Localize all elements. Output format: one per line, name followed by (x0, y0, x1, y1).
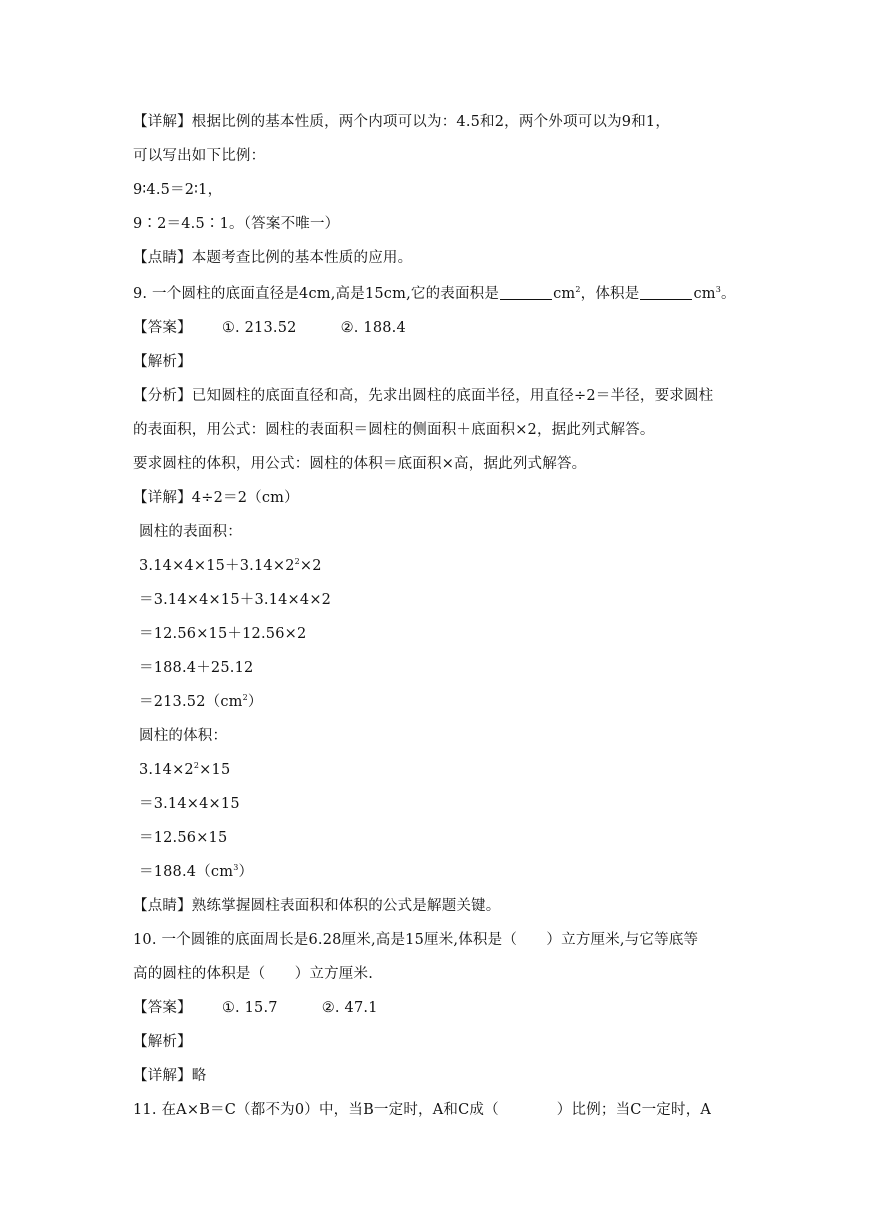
superscript: 3 (233, 863, 239, 872)
calc-line (139, 760, 230, 780)
answer-blank (500, 285, 552, 300)
calc-line: ＝3.14×4×15 (139, 796, 240, 812)
calc-line: ＝12.56×15 (139, 830, 228, 846)
superscript: 2 (242, 693, 248, 702)
question-text: ，体积是 (580, 286, 640, 302)
calc-text: ） (247, 694, 263, 710)
answer-line (133, 998, 378, 1018)
superscript: 2 (575, 285, 581, 294)
calc-line (139, 692, 263, 712)
answer-value: ①. 15.7 (221, 1000, 278, 1016)
detail-line: 【详解】根据比例的基本性质，两个内项可以为：4.5和2，两个外项可以为9和1， (133, 114, 671, 130)
question-9 (133, 284, 736, 304)
calc-title: 圆柱的表面积： (139, 524, 242, 540)
proportion-line: 9∶2＝4.5∶1。（答案不唯一） (133, 216, 340, 232)
unit: cm (693, 286, 716, 302)
question-text: ）比例；当C一定时，A (556, 1102, 712, 1118)
answer-value: ②. 47.1 (321, 1000, 378, 1016)
question-10-line: 高的圆柱的体积是（ ）立方厘米. (133, 966, 374, 982)
calc-text: ×2 (299, 558, 322, 574)
calc-line (139, 556, 322, 576)
proportion-line: 9∶4.5＝2∶1， (133, 182, 223, 198)
calc-text: 3.14×4×15＋3.14×2 (139, 558, 295, 574)
text-line: 可以写出如下比例： (133, 148, 266, 164)
answer-label: 【答案】 (133, 1000, 192, 1016)
question-10-line: 10. 一个圆锥的底面周长是6.28厘米,高是15厘米,体积是（ ）立方厘米,与它等底等 (133, 932, 699, 948)
analysis-line: 【分析】已知圆柱的底面直径和高，先求出圆柱的底面半径，用直径÷2＝半径，要求圆柱 (133, 388, 714, 404)
calc-text: ＝188.4（cm (139, 864, 234, 880)
answer-value: ①. 213.52 (221, 320, 297, 336)
question-11-line (133, 1100, 711, 1120)
question-text: 。 (721, 286, 736, 302)
answer-label: 【答案】 (133, 320, 192, 336)
analysis-heading: 【解析】 (133, 1034, 192, 1050)
calc-text: ） (238, 864, 254, 880)
question-text: 11. 在A×B＝C（都不为0）中，当B一定时，A和C成（ (133, 1102, 499, 1118)
analysis-line: 要求圆柱的体积，用公式：圆柱的体积＝底面积×高，据此列式解答。 (133, 456, 587, 472)
calc-text: ＝213.52（cm (139, 694, 243, 710)
detail-line: 【详解】4÷2＝2（cm） (133, 490, 299, 506)
unit: cm (553, 286, 576, 302)
answer-line (133, 318, 406, 338)
superscript: 2 (294, 557, 300, 566)
analysis-line: 的表面积，用公式：圆柱的表面积＝圆柱的侧面积＋底面积×2，据此列式解答。 (133, 422, 655, 438)
superscript: 3 (715, 285, 722, 294)
calc-text: 3.14×2 (139, 762, 194, 778)
detail-line: 【详解】略 (133, 1068, 207, 1084)
calc-title: 圆柱的体积： (139, 728, 228, 744)
comment-line: 【点睛】熟练掌握圆柱表面积和体积的公式是解题关键。 (133, 898, 501, 914)
analysis-heading: 【解析】 (133, 354, 192, 370)
answer-blank (640, 285, 692, 300)
comment-line: 【点睛】本题考查比例的基本性质的应用。 (133, 250, 413, 266)
calc-line: ＝188.4＋25.12 (139, 660, 254, 676)
answer-value: ②. 188.4 (340, 320, 406, 336)
superscript: 2 (193, 761, 200, 770)
calc-line (139, 862, 253, 882)
calc-text: ×15 (199, 762, 231, 778)
calc-line: ＝12.56×15＋12.56×2 (139, 626, 307, 642)
calc-line: ＝3.14×4×15＋3.14×4×2 (139, 592, 332, 608)
question-text: 9. 一个圆柱的底面直径是4cm,高是15cm,它的表面积是 (133, 286, 500, 302)
